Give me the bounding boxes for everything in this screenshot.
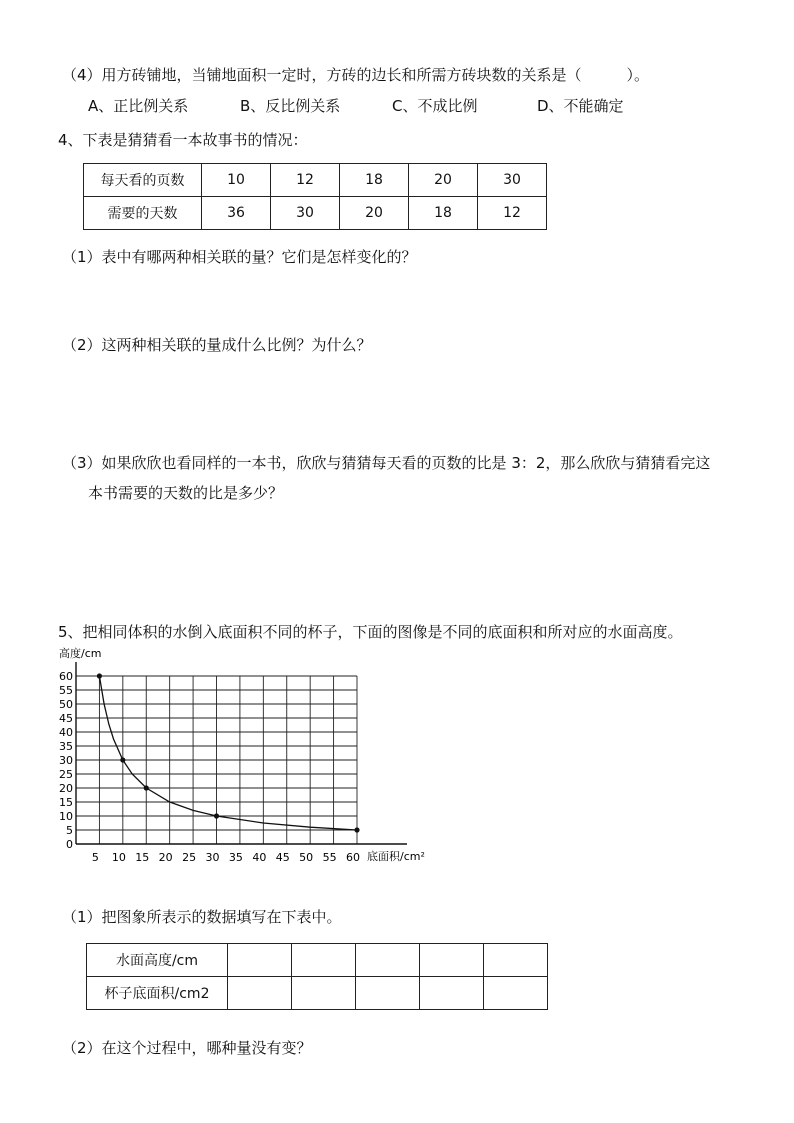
table-cell: 12: [271, 164, 340, 197]
y-tick-label: 25: [59, 768, 73, 781]
blank-cell[interactable]: [420, 944, 484, 977]
table-row: [87, 944, 548, 977]
y-tick-label: 45: [59, 712, 73, 725]
question-5-title: 5、把相同体积的水倒入底面积不同的杯子，下面的图像是不同的底面积和所对应的水面高度。: [58, 623, 683, 641]
blank-cell[interactable]: [484, 944, 548, 977]
x-axis-label: 底面积/cm²: [367, 850, 425, 863]
y-tick-label: 0: [66, 838, 73, 851]
table-cell: 18: [409, 197, 478, 230]
question-4-sub1: （1）表中有哪两种相关联的量？它们是怎样变化的？: [62, 248, 417, 266]
table-row: [84, 164, 547, 197]
data-point: [120, 757, 125, 762]
y-tick-label: 20: [59, 782, 73, 795]
table-cell: 18: [340, 164, 409, 197]
table-cell: 10: [202, 164, 271, 197]
table-cell: 30: [271, 197, 340, 230]
chart-points: [97, 673, 360, 832]
x-tick-label: 25: [182, 851, 197, 864]
y-tick-label: 60: [59, 670, 73, 683]
x-tick-label: 55: [322, 851, 337, 864]
y-tick-label: 5: [66, 824, 73, 837]
option-a: A、正比例关系: [88, 97, 189, 115]
table-cell: 30: [478, 164, 547, 197]
data-point: [144, 785, 149, 790]
blank-cell[interactable]: [356, 977, 420, 1010]
option-d: D、不能确定: [537, 97, 624, 115]
y-tick-label: 30: [59, 754, 73, 767]
table-row: [84, 197, 547, 230]
series-line: [99, 676, 357, 830]
x-tick-label: 10: [111, 851, 126, 864]
y-tick-label: 50: [59, 698, 73, 711]
option-c: C、不成比例: [392, 97, 478, 115]
y-tick-label: 40: [59, 726, 73, 739]
table-row-label: 每天看的页数: [84, 164, 202, 197]
table-cell: 20: [340, 197, 409, 230]
table-cell: 36: [202, 197, 271, 230]
table-row-label: 杯子底面积/cm2: [87, 977, 228, 1010]
question-4-sub3-line1: （3）如果欣欣也看同样的一本书，欣欣与猜猜每天看的页数的比是 3：2，那么欣欣与猜猜看完这: [62, 454, 711, 472]
x-tick-label: 30: [205, 851, 220, 864]
y-tick-label: 35: [59, 740, 73, 753]
reading-table: [83, 163, 547, 230]
question-3-4-text: （4）用方砖铺地，当铺地面积一定时，方砖的边长和所需方砖块数的关系是（ ）。: [62, 66, 650, 84]
chart-grid: [76, 676, 357, 844]
height-vs-area-chart: [55, 640, 435, 870]
x-tick-label: 20: [158, 851, 173, 864]
x-tick-label: 45: [275, 851, 290, 864]
table-cell: 20: [409, 164, 478, 197]
x-tick-label: 40: [252, 851, 267, 864]
x-tick-label: 35: [228, 851, 243, 864]
blank-cell[interactable]: [228, 944, 292, 977]
table-row: [87, 977, 548, 1010]
x-tick-label: 60: [346, 851, 360, 864]
table-row-label: 需要的天数: [84, 197, 202, 230]
chart-ticks: [59, 670, 360, 864]
y-axis-label: 高度/cm: [59, 647, 102, 660]
blank-cell[interactable]: [292, 944, 356, 977]
question-5-sub1: （1）把图象所表示的数据填写在下表中。: [62, 908, 342, 926]
option-b: B、反比例关系: [240, 97, 341, 115]
blank-cell[interactable]: [356, 944, 420, 977]
question-5-sub2: （2）在这个过程中，哪种量没有变？: [62, 1039, 312, 1057]
blank-cell[interactable]: [292, 977, 356, 1010]
table-cell: 12: [478, 197, 547, 230]
question-4-sub3-line2: 本书需要的天数的比是多少？: [88, 484, 284, 502]
data-point: [97, 673, 102, 678]
blank-cell[interactable]: [228, 977, 292, 1010]
x-tick-label: 5: [91, 851, 99, 864]
y-tick-label: 15: [59, 796, 73, 809]
question-4-sub2: （2）这两种相关联的量成什么比例？为什么？: [62, 336, 372, 354]
question-4-title: 4、下表是猜猜看一本故事书的情况：: [58, 131, 308, 149]
y-tick-label: 55: [59, 684, 73, 697]
y-tick-label: 10: [59, 810, 73, 823]
x-tick-label: 50: [299, 851, 314, 864]
fill-in-table: [86, 943, 548, 1010]
blank-cell[interactable]: [484, 977, 548, 1010]
table-row-label: 水面高度/cm: [87, 944, 228, 977]
data-point: [354, 827, 359, 832]
x-tick-label: 15: [135, 851, 150, 864]
data-point: [214, 813, 219, 818]
blank-cell[interactable]: [420, 977, 484, 1010]
